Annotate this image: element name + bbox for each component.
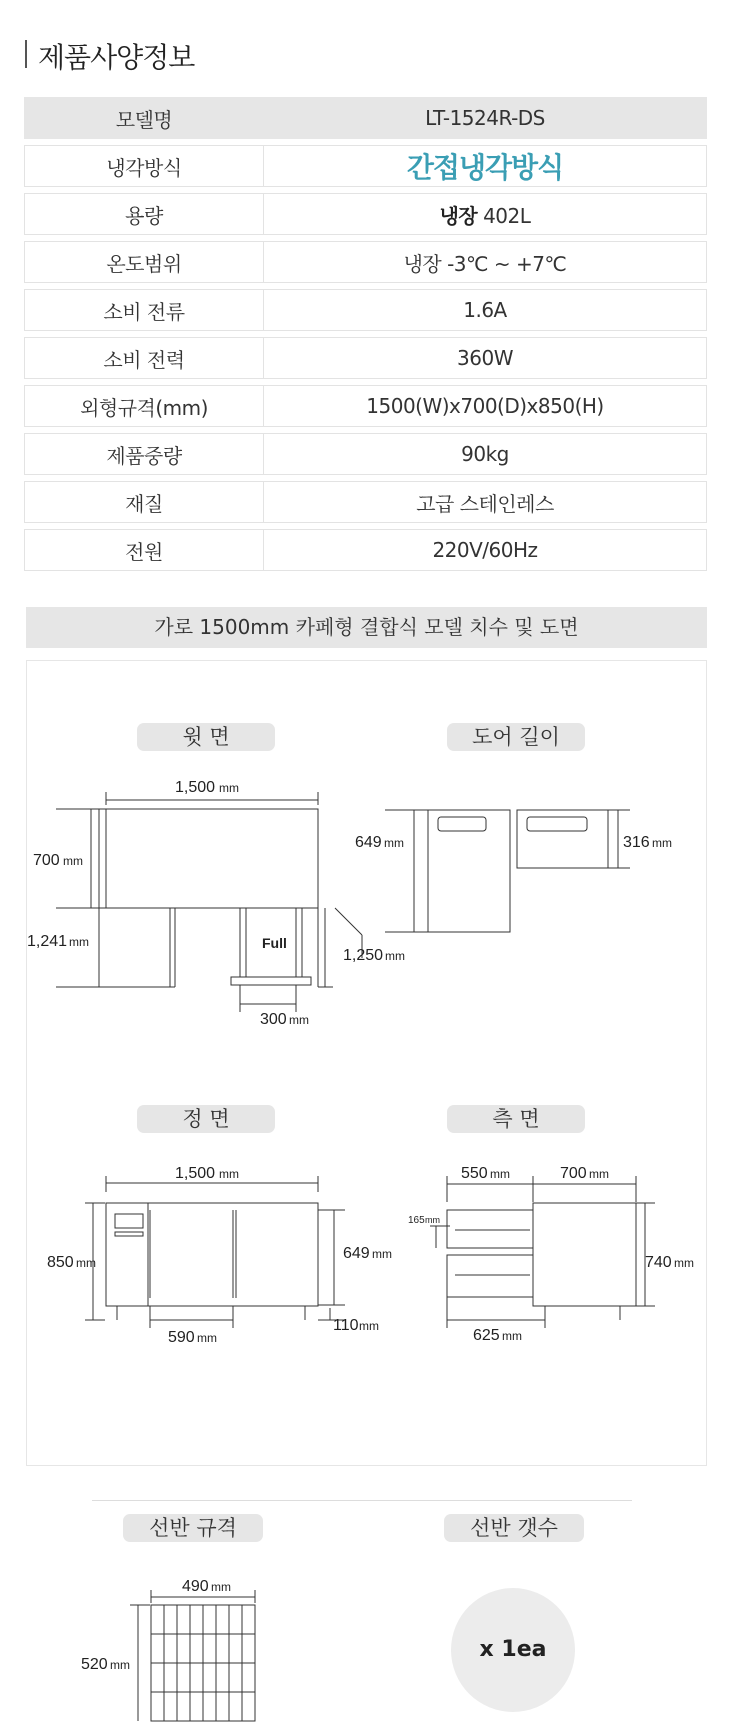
view-label-shelf-spec: 선반 규격 [123,1514,263,1542]
dim-unit: mm [76,1256,96,1270]
dim-unit: mm [372,1247,392,1261]
dim-side-gap: 165 [408,1215,425,1226]
dim-door-left: 649 [355,834,382,851]
spec-value: LT-1524R-DS [263,97,707,139]
dim-front-leg: 110 [333,1317,359,1334]
front-view-drawing [85,1176,345,1328]
view-label-side: 측 면 [447,1105,585,1133]
dim-unit: mm [385,949,405,963]
dim-side-total: 625 [473,1327,500,1344]
spec-label: 온도범위 [24,241,263,283]
spec-value: 90kg [263,433,707,475]
door-view-drawing [385,810,630,932]
dim-full-label: Full [262,935,287,951]
dim-unit: mm [211,1580,231,1594]
dim-unit: mm [69,935,89,949]
dim-shelf-width: 490 [182,1578,209,1595]
view-label-door: 도어 길이 [447,723,585,751]
dim-shelf-height: 520 [81,1656,108,1673]
dim-unit: mm [197,1331,217,1345]
dim-unit: mm [219,781,239,795]
spec-label: 전원 [24,529,263,571]
spec-label: 소비 전력 [24,337,263,379]
dim-unit: mm [674,1256,694,1270]
spec-label: 모델명 [24,97,263,139]
divider [92,1500,632,1501]
dim-front-height: 850 [47,1254,74,1271]
drawing-section-title: 가로 1500mm 카페형 결합식 모델 치수 및 도면 [26,607,707,648]
top-view-drawing [56,792,362,1012]
page-title: 제품사양정보 [38,41,195,74]
spec-label: 소비 전류 [24,289,263,331]
dim-top-gap: 300 [260,1011,287,1028]
side-view-drawing [430,1176,655,1328]
dim-unit: mm [589,1167,609,1181]
dim-unit: mm [502,1329,522,1343]
shelf-grid-drawing [130,1590,255,1721]
view-label-front: 정 면 [137,1105,275,1133]
dim-top-open: 1,241 [27,933,68,950]
spec-value: 냉장 -3℃ ~ +7℃ [263,241,707,283]
dim-unit: mm [359,1319,379,1333]
spec-value: 고급 스테인레스 [263,481,707,523]
dim-front-door-width: 590 [168,1329,195,1346]
spec-label: 용량 [24,193,263,235]
spec-label: 재질 [24,481,263,523]
dim-unit: mm [490,1167,510,1181]
spec-label: 냉각방식 [24,145,263,187]
spec-value: 1.6A [263,289,707,331]
view-label-top: 윗 면 [137,723,275,751]
spec-value: 360W [263,337,707,379]
dim-side-height: 740 [645,1254,672,1271]
dim-front-door: 649 [343,1245,370,1262]
spec-label: 외형규격(mm) [24,385,263,427]
dim-top-swing: 1,250 [343,947,384,964]
dim-door-right: 316 [623,834,650,851]
view-label-shelf-count: 선반 갯수 [444,1514,584,1542]
dim-front-width: 1,500 [175,1165,216,1182]
dim-unit: mm [652,836,672,850]
spec-label: 제품중량 [24,433,263,475]
capacity-value: 402L [483,203,531,228]
shelf-count-badge: x 1ea [451,1588,575,1712]
dim-unit: mm [384,836,404,850]
capacity-type: 냉장 [439,203,478,228]
dim-unit: mm [425,1215,440,1225]
dim-side-depth: 700 [560,1165,587,1182]
dim-side-open: 550 [461,1165,488,1182]
dim-unit: mm [289,1013,309,1027]
dim-top-width: 1,500 [175,779,216,796]
cooling-method-value: 간접냉각방식 [406,151,564,184]
dim-unit: mm [63,854,83,868]
dim-unit: mm [219,1167,239,1181]
dim-top-depth: 700 [33,852,60,869]
dim-unit: mm [110,1658,130,1672]
spec-value: 220V/60Hz [263,529,707,571]
spec-value: 1500(W)x700(D)x850(H) [263,385,707,427]
